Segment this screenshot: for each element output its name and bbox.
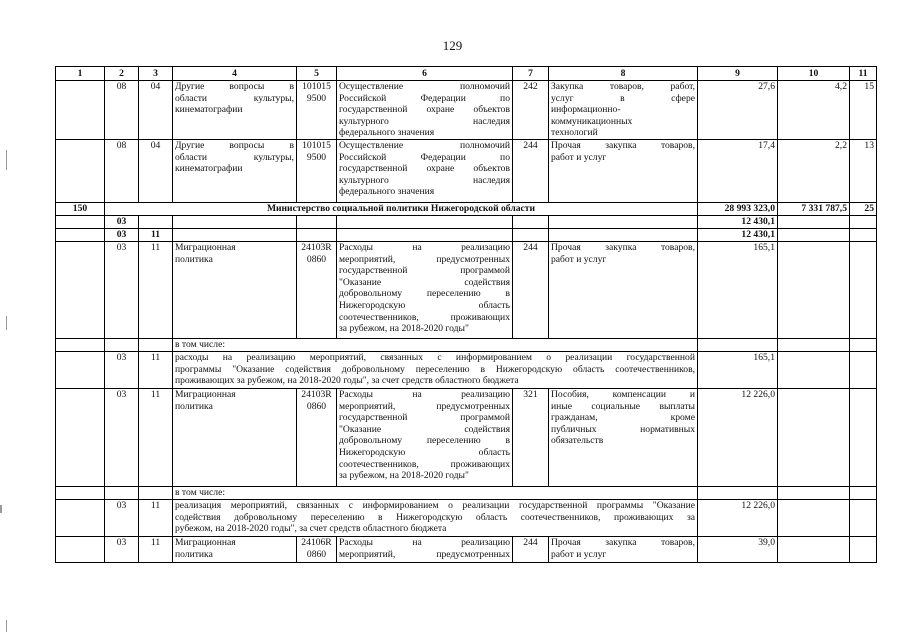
header-cell: 11 [850, 67, 877, 81]
cell-section: 08 [105, 81, 139, 140]
subsection-row [56, 229, 877, 242]
cell-subsection-name: Миграционная политика [173, 537, 297, 563]
header-cell: 7 [513, 67, 549, 81]
cell-col9: 12 430,1 [698, 216, 778, 229]
cell-target-name: Расходы на реализацию мероприятий, предусмотренных государственной программой "Оказание содействия добровольному переселению в Нижегородскую область соотечественников, проживающих за рубежом, на 2018-2020 годы" [337, 389, 513, 487]
scan-mark [6, 620, 7, 632]
page-number: 129 [442, 38, 463, 53]
cell-target-code: 101015 9500 [297, 81, 337, 140]
cell-expense-name: Закупка товаров, работ, услуг в сфере информационно- коммуникационных технологий [549, 81, 698, 140]
table-row [56, 389, 877, 487]
cell-subsection: 04 [139, 81, 173, 140]
cell-expense-name: Пособия, компенсации и иные социальные выплаты гражданам, кроме публичных нормативных обязательств [549, 389, 698, 487]
cell-subsection-name: Миграционная политика [173, 389, 297, 487]
scan-mark [0, 505, 2, 513]
cell-col9: 165,1 [698, 242, 778, 339]
cell-target-name: Осуществление полномочий Российской Федерации по государственной охране объектов культурного наследия федерального значения [337, 81, 513, 140]
cell-section: 03 [105, 352, 139, 389]
cell-col9: 12 430,1 [698, 229, 778, 242]
cell-col9: 28 993 323,0 [698, 203, 778, 216]
header-row [56, 67, 877, 81]
detail-text: расходы на реализацию мероприятий, связанных с информированием о реализации государственной программы "Оказание содействия добровольному переселению в Нижегородскую область соотечественников, проживающих за рубежом, на 2018-2020 годы", за счет средств областного бюджета [173, 352, 698, 389]
cell-subsection: 11 [139, 229, 173, 242]
cell-target-code: 24103R 0860 [297, 389, 337, 487]
detail-row [56, 352, 877, 389]
cell-section: 03 [105, 389, 139, 487]
cell-subsection: 11 [139, 537, 173, 563]
cell-col11: 25 [850, 203, 877, 216]
cell-expense-type: 321 [513, 389, 549, 487]
cell-col9: 39,0 [698, 537, 778, 563]
including-row [56, 339, 877, 352]
header-cell: 6 [337, 67, 513, 81]
cell-subsection-name: Другие вопросы в области культуры, кинематографии [173, 81, 297, 140]
cell-col11: 15 [850, 81, 877, 140]
cell-expense-type: 244 [513, 242, 549, 339]
section-row [56, 216, 877, 229]
cell-col9: 12 226,0 [698, 389, 778, 487]
including-label: в том числе: [173, 339, 698, 352]
budget-table [55, 66, 877, 563]
ministry-row [56, 203, 877, 216]
cell-expense-name: Прочая закупка товаров, работ и услуг [549, 242, 698, 339]
scan-mark [6, 316, 7, 330]
cell-section: 03 [105, 216, 139, 229]
cell-subsection: 04 [139, 140, 173, 203]
cell-section: 08 [105, 140, 139, 203]
cell-target-name: Расходы на реализацию мероприятий, предусмотренных государственной программой "Оказание содействия добровольному переселению в Нижегородскую область соотечественников, проживающих за рубежом, на 2018-2020 годы" [337, 242, 513, 339]
detail-text: реализация мероприятий, связанных с информированием о реализации государственной программы "Оказание содействия добровольному переселению в Нижегородскую область соотечественников, проживающих за рубежом, на 2018-2020 годы", за счет средств областного бюджета [173, 500, 698, 537]
cell-section: 03 [105, 229, 139, 242]
header-cell: 4 [173, 67, 297, 81]
header-cell: 3 [139, 67, 173, 81]
cell-grbs [56, 140, 105, 203]
cell-target-name: Осуществление полномочий Российской Федерации по государственной охране объектов культурного наследия федерального значения [337, 140, 513, 203]
cell-expense-name: Прочая закупка товаров, работ и услуг [549, 537, 698, 563]
cell-col9: 12 226,0 [698, 500, 778, 537]
table-row [56, 140, 877, 203]
cell-col10: 2,2 [778, 140, 850, 203]
cell-subsection: 11 [139, 242, 173, 339]
cell-subsection: 11 [139, 500, 173, 537]
cell-subsection: 11 [139, 389, 173, 487]
cell-col9: 165,1 [698, 352, 778, 389]
header-cell: 8 [549, 67, 698, 81]
cell-grbs [56, 81, 105, 140]
cell-col9: 27,6 [698, 81, 778, 140]
cell-expense-type: 244 [513, 140, 549, 203]
header-cell: 9 [698, 67, 778, 81]
cell-col9: 17,4 [698, 140, 778, 203]
header-cell: 2 [105, 67, 139, 81]
header-cell: 1 [56, 67, 105, 81]
cell-target-code: 101015 9500 [297, 140, 337, 203]
cell-col10: 7 331 787,5 [778, 203, 850, 216]
detail-row [56, 500, 877, 537]
cell-grbs-code: 150 [56, 203, 105, 216]
cell-target-code: 24106R 0860 [297, 537, 337, 563]
cell-target-code: 24103R 0860 [297, 242, 337, 339]
header-cell: 10 [778, 67, 850, 81]
including-row [56, 487, 877, 500]
cell-section: 03 [105, 500, 139, 537]
cell-subsection-name: Другие вопросы в области культуры, кинематографии [173, 140, 297, 203]
cell-section: 03 [105, 242, 139, 339]
table-row [56, 242, 877, 339]
table-row [56, 537, 877, 563]
cell-expense-type: 244 [513, 537, 549, 563]
cell-col11: 13 [850, 140, 877, 203]
cell-subsection: 11 [139, 352, 173, 389]
scan-mark [6, 150, 7, 170]
ministry-title: Министерство социальной политики Нижегородской области [105, 203, 698, 216]
cell-section: 03 [105, 537, 139, 563]
cell-expense-type: 242 [513, 81, 549, 140]
cell-expense-name: Прочая закупка товаров, работ и услуг [549, 140, 698, 203]
cell-target-name: Расходы на реализацию мероприятий, предусмотренных [337, 537, 513, 563]
header-cell: 5 [297, 67, 337, 81]
table-row [56, 81, 877, 140]
including-label: в том числе: [173, 487, 698, 500]
cell-subsection-name: Миграционная политика [173, 242, 297, 339]
cell-col10: 4,2 [778, 81, 850, 140]
